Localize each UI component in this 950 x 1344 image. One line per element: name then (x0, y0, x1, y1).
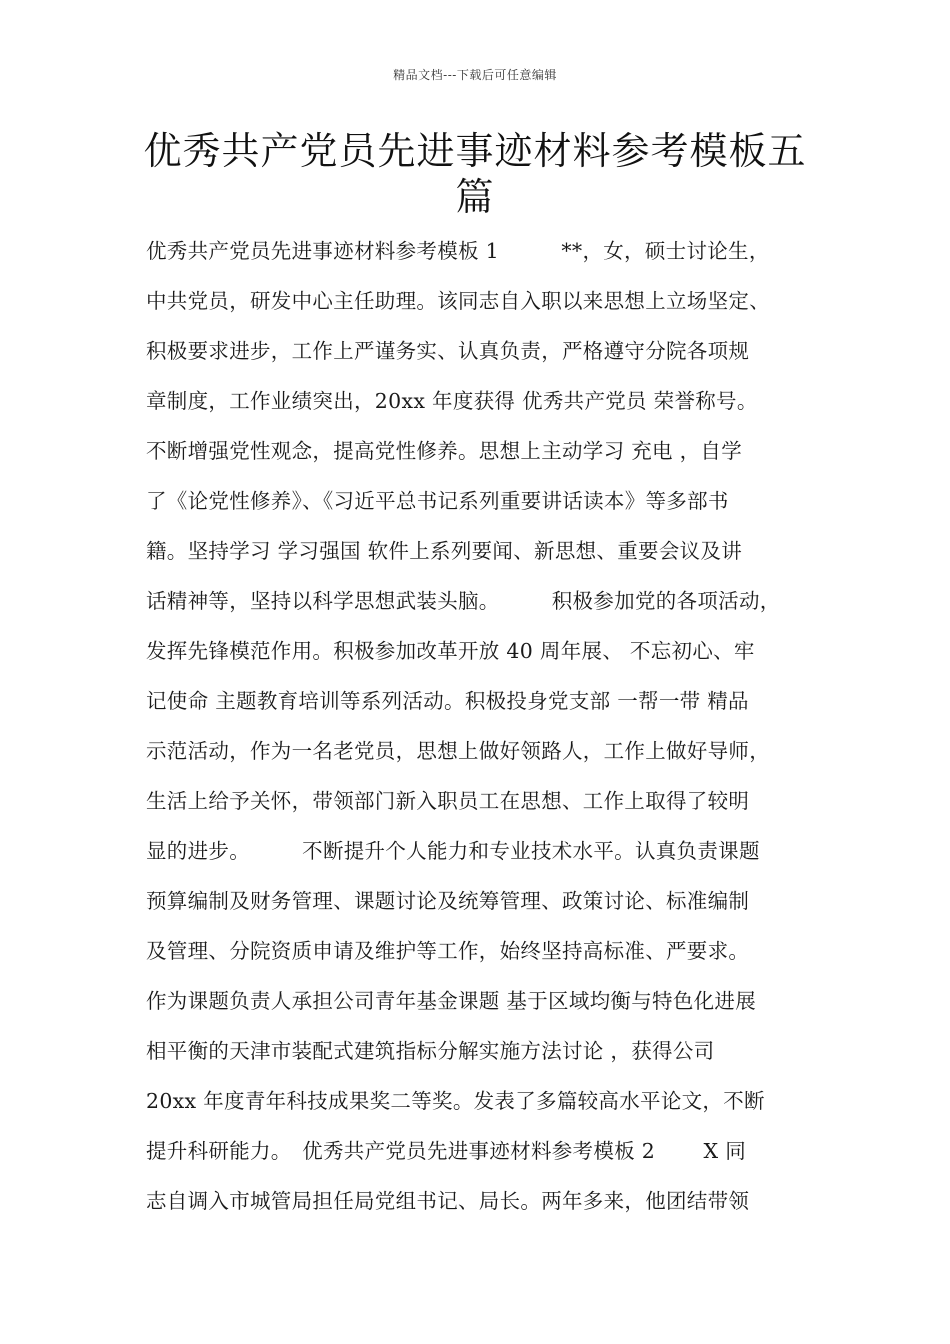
text-line: 显的进步。 不断提升个人能力和专业技术水平。认真负责课题 (146, 839, 760, 863)
text-line: 生活上给予关怀，带领部门新入职员工在思想、工作上取得了较明 (146, 789, 750, 813)
text-line: 志自调入市城管局担任局党组书记、局长。两年多来，他团结带领 (146, 1189, 750, 1213)
text-line: 了《论党性修养》、《习近平总书记系列重要讲话读本》等多部书 (146, 489, 729, 513)
title-line-2: 篇 (455, 175, 495, 219)
text-line: 积极要求进步，工作上严谨务实、认真负责，严格遵守分院各项规 (146, 339, 750, 363)
text-line: 发挥先锋模范作用。积极参加改革开放 40 周年展、 不忘初心、牢 (146, 639, 755, 663)
text-line: 20xx 年度青年科技成果奖二等奖。发表了多篇较高水平论文，不断 (146, 1089, 765, 1113)
text-line: 籍。坚持学习 学习强国 软件上系列要闻、新思想、重要会议及讲 (146, 539, 743, 563)
title-line-1: 优秀共产党员先进事迹材料参考模板五 (143, 129, 807, 173)
text-line: 话精神等，坚持以科学思想武装头脑。 积极参加党的各项活动， (146, 589, 781, 613)
text-line: 记使命 主题教育培训等系列活动。积极投身党支部 一帮一带 精品 (146, 689, 749, 713)
text-line: 作为课题负责人承担公司青年基金课题 基于区域均衡与特色化进展 (146, 989, 757, 1013)
text-line: 提升科研能力。 优秀共产党员先进事迹材料参考模板 2 X 同 (146, 1139, 747, 1163)
text-line: 示范活动，作为一名老党员，思想上做好领路人，工作上做好导师， (146, 739, 770, 763)
text-line: 预算编制及财务管理、课题讨论及统筹管理、政策讨论、标准编制 (146, 889, 750, 913)
text-line: 优秀共产党员先进事迹材料参考模板 1 **，女，硕士讨论生， (146, 239, 770, 263)
body-text (146, 236, 826, 1236)
header-note: 精品文档---下载后可任意编辑 (393, 68, 557, 82)
text-line: 中共党员，研发中心主任助理。该同志自入职以来思想上立场坚定、 (146, 289, 770, 313)
text-line: 及管理、分院资质申请及维护等工作，始终坚持高标准、严要求。 (146, 939, 750, 963)
document-title (120, 128, 830, 220)
text-line: 相平衡的天津市装配式建筑指标分解实施方法讨论 ，获得公司 (146, 1039, 715, 1063)
text-line: 不断增强党性观念，提高党性修养。思想上主动学习 充电 ，自学 (146, 439, 743, 463)
text-line: 章制度，工作业绩突出，20xx 年度获得 优秀共产党员 荣誉称号。 (146, 389, 758, 413)
